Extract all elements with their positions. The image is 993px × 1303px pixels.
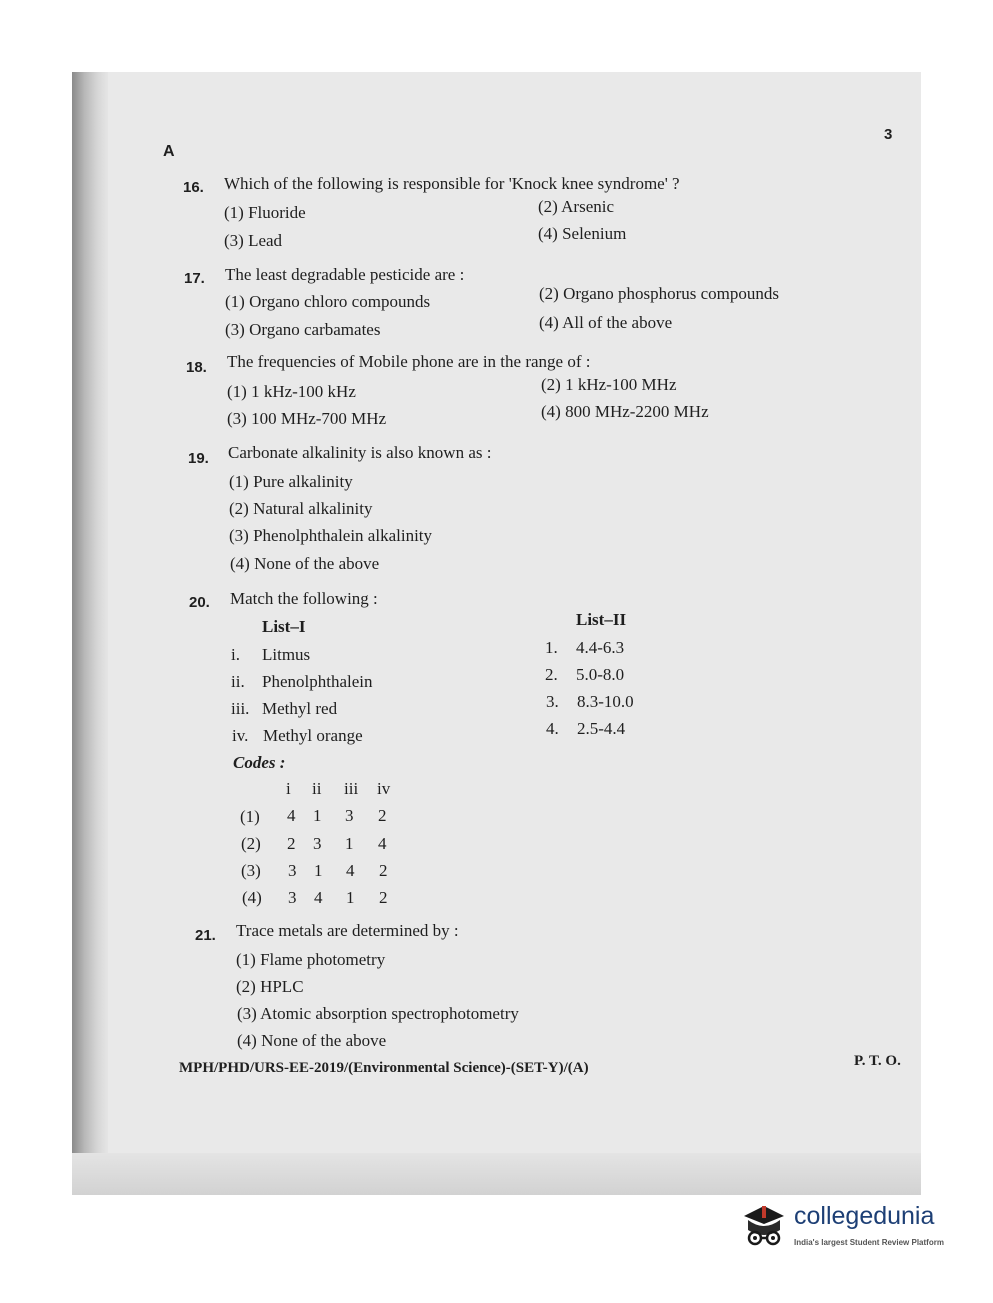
code-label: (1) (240, 807, 260, 826)
option-4: (4) None of the above (237, 1031, 387, 1050)
graduate-icon (738, 1198, 790, 1254)
option-1: (1) Organo chloro compounds (225, 292, 431, 311)
page-spine-shadow (72, 72, 108, 1195)
code-value: 1 (346, 888, 355, 907)
pto-label: P. T. O. (854, 1053, 901, 1069)
option-3: (3) 100 MHz-700 MHz (227, 409, 387, 428)
list-2-num: 3. (546, 692, 559, 711)
code-label: (3) (241, 861, 261, 880)
code-value: 1 (313, 806, 322, 825)
code-value: 3 (313, 834, 322, 853)
option-3: (3) Phenolphthalein alkalinity (229, 526, 433, 545)
code-value: 2 (379, 861, 388, 880)
question-number: 21. (195, 927, 216, 944)
question-text: Trace metals are determined by : (236, 921, 459, 940)
list-1-header: List–I (262, 617, 306, 636)
codes-label: Codes : (233, 753, 286, 772)
list-2-num: 2. (545, 665, 558, 684)
code-value: 4 (287, 806, 296, 825)
option-4: (4) 800 MHz-2200 MHz (541, 402, 709, 421)
list-1-item: Phenolphthalein (262, 672, 373, 691)
page-number: 3 (884, 126, 893, 143)
code-value: 2 (287, 834, 296, 853)
list-1-roman: i. (231, 645, 240, 664)
option-3: (3) Lead (224, 231, 283, 250)
option-4: (4) All of the above (539, 313, 673, 332)
code-header: iii (344, 779, 359, 798)
brand-tagline: India's largest Student Review Platform (794, 1238, 944, 1247)
code-value: 2 (379, 888, 388, 907)
list-2-item: 2.5-4.4 (577, 719, 626, 738)
code-value: 4 (314, 888, 323, 907)
option-3: (3) Atomic absorption spectrophotometry (237, 1004, 519, 1023)
list-1-item: Litmus (262, 645, 311, 664)
list-2-num: 4. (546, 719, 559, 738)
code-value: 4 (378, 834, 387, 853)
question-number: 18. (186, 359, 207, 376)
question-number: 19. (188, 450, 209, 467)
code-header: iv (377, 779, 391, 798)
list-1-item: Methyl orange (263, 726, 363, 745)
question-text: The least degradable pesticide are : (225, 265, 465, 284)
option-3: (3) Organo carbamates (225, 320, 381, 339)
code-header: ii (312, 779, 322, 798)
option-2: (2) Arsenic (538, 197, 615, 216)
code-value: 2 (378, 806, 387, 825)
code-value: 4 (346, 861, 355, 880)
list-1-roman: iv. (232, 726, 249, 745)
code-value: 1 (314, 861, 323, 880)
option-2: (2) Organo phosphorus compounds (539, 284, 780, 303)
option-1: (1) Fluoride (224, 203, 306, 222)
option-2: (2) Natural alkalinity (229, 499, 373, 518)
list-2-num: 1. (545, 638, 558, 657)
list-2-item: 4.4-6.3 (576, 638, 625, 657)
code-header: i (286, 779, 291, 798)
option-2: (2) HPLC (236, 977, 304, 996)
question-number: 16. (183, 179, 204, 196)
option-1: (1) Flame photometry (236, 950, 386, 969)
code-value: 3 (345, 806, 354, 825)
code-label: (2) (241, 834, 261, 853)
question-text: Match the following : (230, 589, 378, 608)
option-2: (2) 1 kHz-100 MHz (541, 375, 677, 394)
question-text: Carbonate alkalinity is also known as : (228, 443, 492, 462)
question-text: Which of the following is responsible for 'Knock knee syndrome' ? (224, 174, 680, 193)
scanned-page (72, 72, 921, 1195)
code-value: 1 (345, 834, 354, 853)
code-value: 3 (288, 861, 297, 880)
brand-name: collegedunia (794, 1202, 935, 1230)
question-number: 20. (189, 594, 210, 611)
question-text: The frequencies of Mobile phone are in the range of : (227, 352, 591, 371)
paper-code: MPH/PHD/URS-EE-2019/(Environmental Science)-(SET-Y)/(A) (179, 1060, 589, 1076)
option-4: (4) Selenium (538, 224, 627, 243)
list-1-roman: iii. (231, 699, 250, 718)
list-1-item: Methyl red (262, 699, 338, 718)
set-letter: A (163, 143, 175, 160)
list-2-item: 5.0-8.0 (576, 665, 625, 684)
code-label: (4) (242, 888, 262, 907)
list-2-header: List–II (576, 610, 627, 629)
list-2-item: 8.3-10.0 (577, 692, 634, 711)
list-1-roman: ii. (231, 672, 245, 691)
question-number: 17. (184, 270, 205, 287)
page-bottom-shadow (72, 1153, 921, 1195)
option-4: (4) None of the above (230, 554, 380, 573)
option-1: (1) Pure alkalinity (229, 472, 353, 491)
option-1: (1) 1 kHz-100 kHz (227, 382, 356, 401)
collegedunia-watermark (738, 1198, 963, 1262)
code-value: 3 (288, 888, 297, 907)
